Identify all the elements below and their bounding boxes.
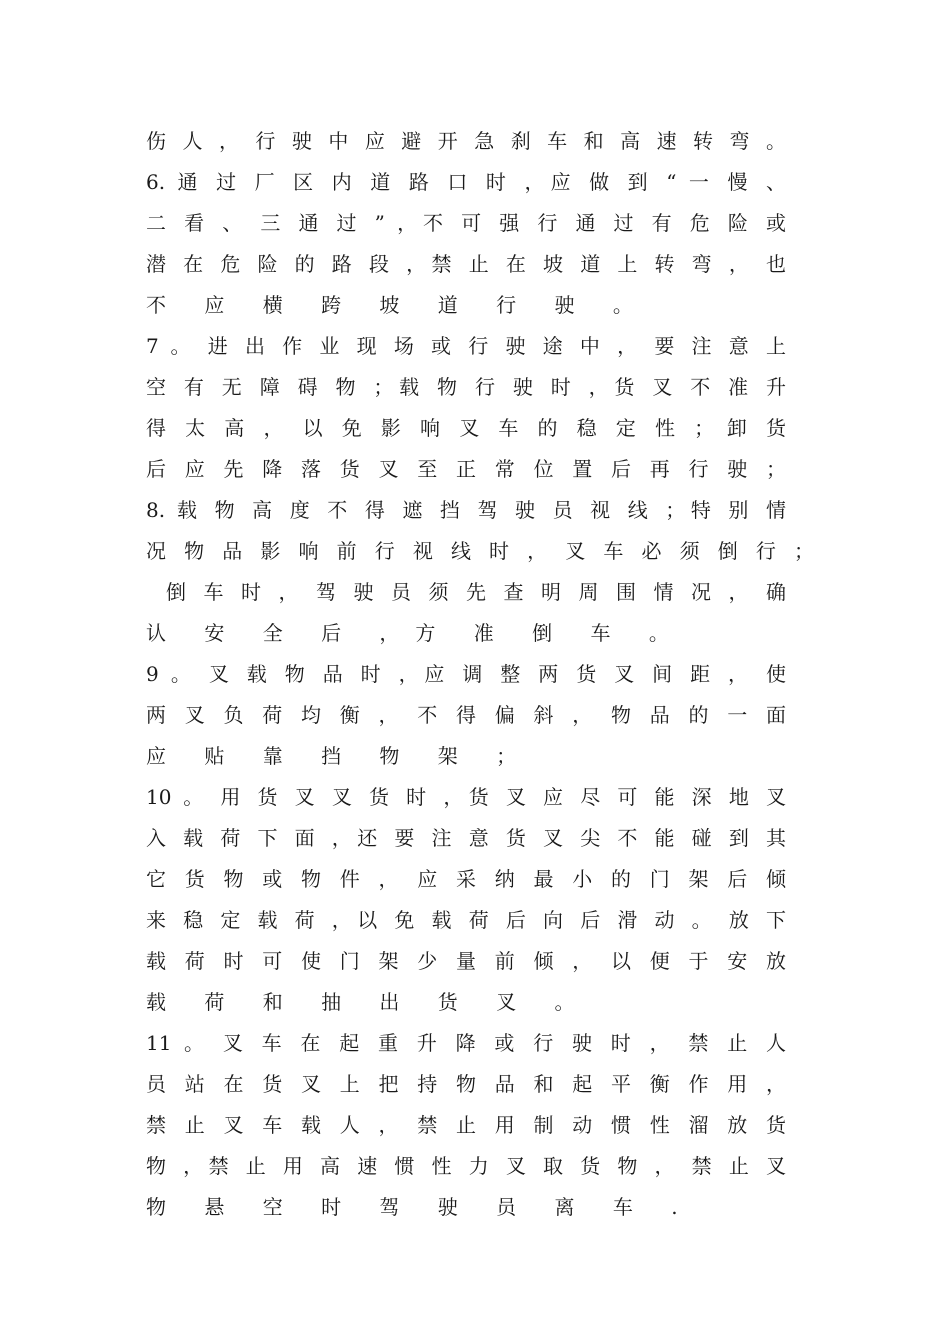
text-line: 载 荷 和 抽 出 货 叉 。 — [146, 990, 591, 1014]
text-line: 况 物 品 影 响 前 行 视 线 时 ， 叉 车 必 须 倒 行 ； — [146, 539, 814, 563]
text-line: 6. 通 过 厂 区 内 道 路 口 时 ，应 做 到 “ 一 慢 、 — [146, 170, 786, 194]
document-body — [146, 121, 826, 1228]
text-line: 认 安 全 后 ，方 准 倒 车 。 — [146, 621, 685, 645]
text-line: 潜 在 危 险 的 路 段 ，禁 止 在 坡 道 上 转 弯 ， 也 — [146, 252, 786, 276]
text-line: 空 有 无 障 碍 物 ；载 物 行 驶 时 ，货 叉 不 准 升 — [146, 375, 786, 399]
text-line: 禁 止 叉 车 载 人 ， 禁 止 用 制 动 惯 性 溜 放 货 — [146, 1113, 786, 1137]
text-line: 9 。 叉 载 物 品 时 ，应 调 整 两 货 叉 间 距 ， 使 — [146, 662, 786, 686]
text-line: 物 悬 空 时 驾 驶 员 离 车 . — [146, 1195, 694, 1219]
text-line: 员 站 在 货 叉 上 把 持 物 品 和 起 平 衡 作 用 ， — [146, 1072, 786, 1096]
text-line: 得 太 高 ， 以 免 影 响 叉 车 的 稳 定 性 ； 卸 货 — [146, 416, 786, 440]
text-line: 物 ，禁 止 用 高 速 惯 性 力 叉 取 货 物 ， 禁 止 叉 — [146, 1154, 786, 1178]
text-line: 8. 载 物 高 度 不 得 遮 挡 驾 驶 员 视 线 ；特 别 情 — [146, 498, 786, 522]
text-line: 二 看 、 三 通 过 ” ，不 可 强 行 通 过 有 危 险 或 — [146, 211, 786, 235]
text-line: 11 。 叉 车 在 起 重 升 降 或 行 驶 时 ， 禁 止 人 — [146, 1031, 786, 1055]
text-line: 伤 人 ， 行 驶 中 应 避 开 急 刹 车 和 高 速 转 弯 。 — [146, 129, 786, 153]
text-line: 两 叉 负 荷 均 衡 ， 不 得 偏 斜 ， 物 品 的 一 面 — [146, 703, 786, 727]
text-line: 后 应 先 降 落 货 叉 至 正 常 位 置 后 再 行 驶 ； — [146, 457, 786, 481]
text-line: 7 。 进 出 作 业 现 场 或 行 驶 途 中 ， 要 注 意 上 — [146, 334, 786, 358]
text-line: 倒 车 时 ， 驾 驶 员 须 先 查 明 周 围 情 况 ， 确 — [166, 580, 786, 604]
text-line: 载 荷 时 可 使 门 架 少 量 前 倾 ， 以 便 于 安 放 — [146, 949, 786, 973]
text-line: 应 贴 靠 挡 物 架 ； — [146, 744, 533, 768]
text-line: 它 货 物 或 物 件 ， 应 采 纳 最 小 的 门 架 后 倾 — [146, 867, 786, 891]
text-line: 入 载 荷 下 面 ，还 要 注 意 货 叉 尖 不 能 碰 到 其 — [146, 826, 786, 850]
text-line: 10 。 用 货 叉 叉 货 时 ，货 叉 应 尽 可 能 深 地 叉 — [146, 785, 786, 809]
text-line: 来 稳 定 载 荷 ，以 免 载 荷 后 向 后 滑 动 。 放 下 — [146, 908, 786, 932]
text-line: 不 应 横 跨 坡 道 行 驶 。 — [146, 293, 649, 317]
